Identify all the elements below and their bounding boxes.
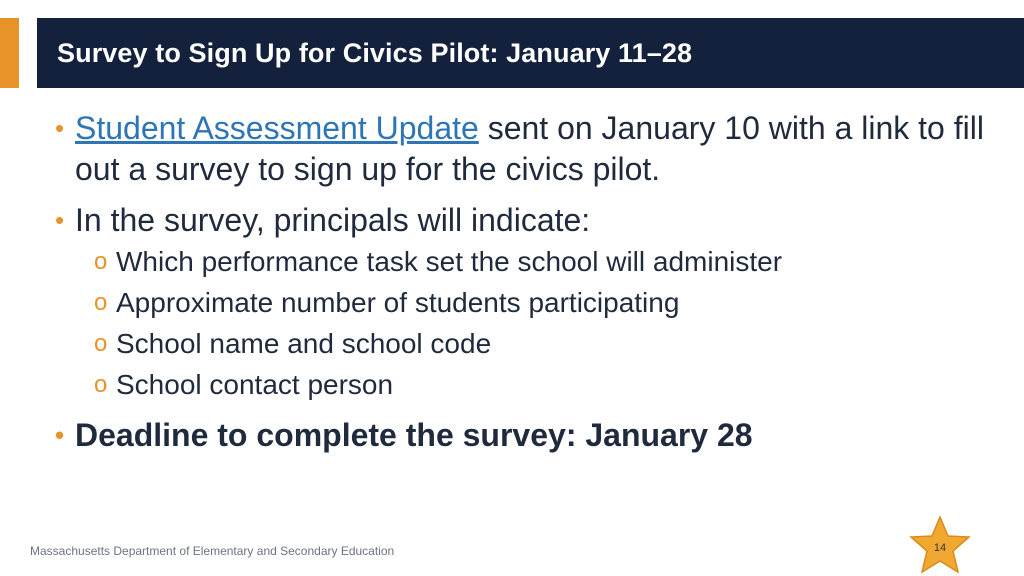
bullet-item bbox=[55, 108, 1005, 190]
bullet-text-rest: sent on January 10 with a link to fill out a survey to sign up for the civics pilot. bbox=[75, 110, 984, 187]
sub-item bbox=[94, 323, 1005, 364]
student-assessment-update-link[interactable]: Student Assessment Update bbox=[75, 110, 479, 146]
deadline-text: Deadline to complete the survey: January 28 bbox=[75, 417, 753, 453]
sub-item-text: School name and school code bbox=[116, 328, 492, 359]
bullet-glyph: • bbox=[55, 113, 65, 143]
sub-bullet-glyph: o bbox=[94, 371, 108, 398]
sub-bullet-glyph: o bbox=[94, 248, 108, 275]
sub-bullet-glyph: o bbox=[94, 330, 108, 357]
bullet-glyph: • bbox=[55, 205, 65, 235]
sub-item-text: School contact person bbox=[116, 369, 394, 400]
slide-title: Survey to Sign Up for Civics Pilot: January 11–28 bbox=[57, 37, 693, 68]
sub-bullet-glyph: o bbox=[94, 289, 108, 316]
sub-item bbox=[94, 364, 1005, 405]
bullet-item bbox=[55, 415, 1005, 456]
accent-bar bbox=[0, 18, 19, 88]
page-number: 14 bbox=[933, 542, 947, 554]
sub-item bbox=[94, 282, 1005, 323]
bullet-text: In the survey, principals will indicate: bbox=[75, 202, 591, 238]
sub-item-text: Which performance task set the school will administer bbox=[116, 246, 783, 277]
slide-content bbox=[55, 108, 1005, 456]
bullet-item bbox=[55, 200, 1005, 241]
sub-item bbox=[94, 241, 1005, 282]
footer-text: Massachusetts Department of Elementary and Secondary Education bbox=[30, 544, 395, 558]
bullet-text bbox=[75, 108, 1005, 190]
bullet-glyph: • bbox=[55, 420, 65, 450]
title-bar bbox=[37, 18, 1024, 88]
sub-item-text: Approximate number of students participating bbox=[116, 287, 680, 318]
